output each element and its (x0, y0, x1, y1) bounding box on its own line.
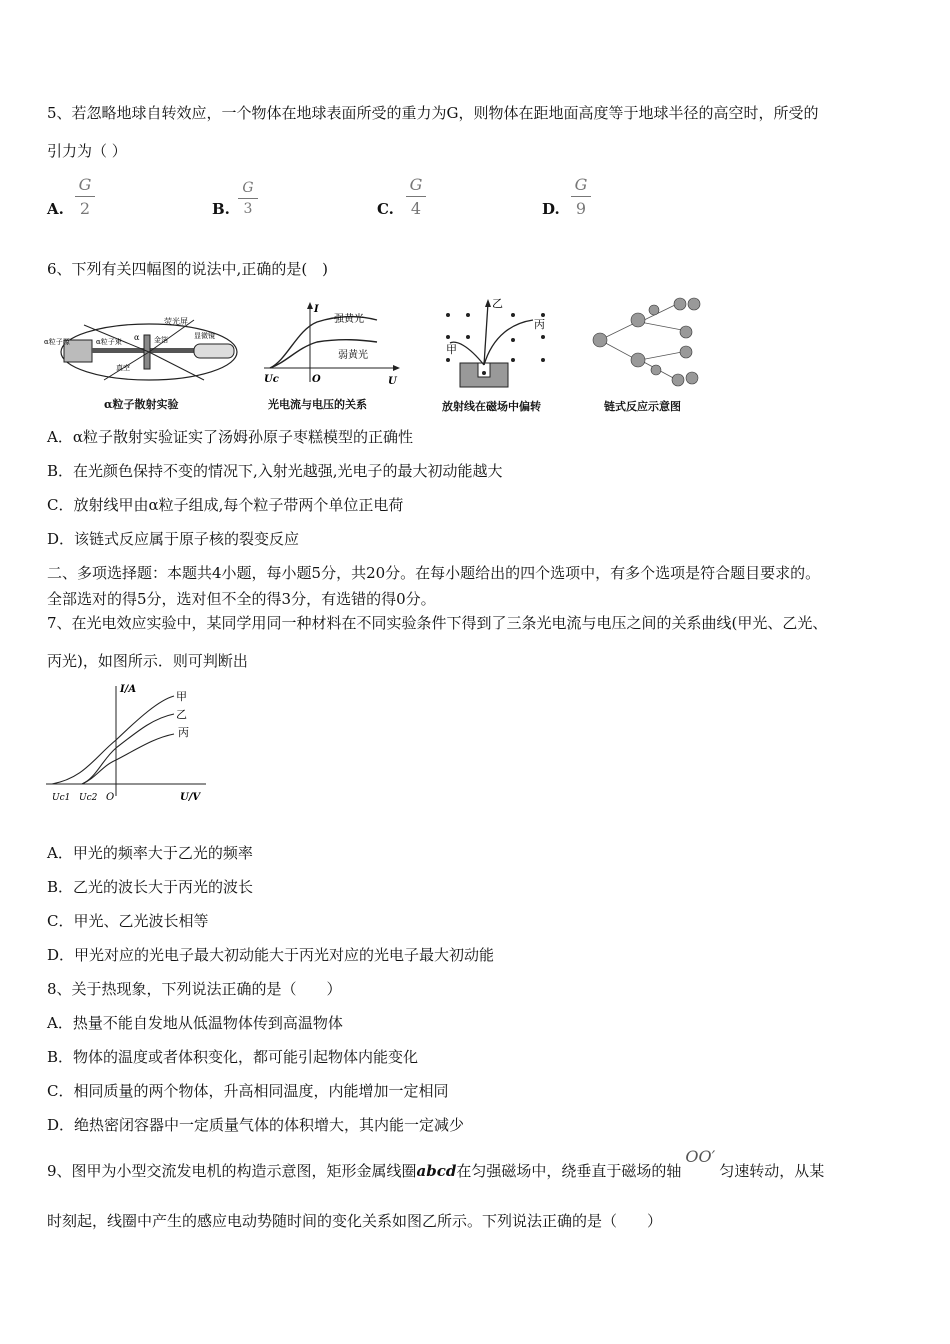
q7-curve-bing: 丙 (178, 726, 189, 739)
q5-option-a-label: A. (47, 200, 64, 218)
q8-stem: 8、关于热现象，下列说法正确的是（ ） (47, 980, 342, 998)
q7-option-d: D．甲光对应的光电子最大初动能大于丙光对应的光电子最大初动能 (47, 946, 495, 964)
q7-option-a: A．甲光的频率大于乙光的频率 (47, 844, 253, 862)
photo-axis-uc: Uc (264, 374, 279, 385)
photo-caption: 光电流与电压的关系 (268, 398, 367, 411)
photo-label-strong: 强黄光 (334, 314, 364, 325)
alpha-label-foil: 金箔 (154, 336, 168, 344)
section2-line2: 全部选对的得5分，选对但不全的得3分，有选错的得0分。 (47, 590, 436, 608)
q5-option-b-label: B. (212, 200, 230, 218)
photo-current-figure (262, 300, 407, 392)
q6-stem: 6、下列有关四幅图的说法中,正确的是( ) (47, 260, 329, 278)
q9-coil: abcd (416, 1162, 457, 1180)
q8-option-b: B．物体的温度或者体积变化，都可能引起物体内能变化 (47, 1048, 419, 1066)
alpha-label-vacuum: 真空 (116, 364, 130, 372)
q6-option-d: D．该链式反应属于原子核的裂变反应 (47, 530, 300, 548)
q8-option-a: A．热量不能自发地从低温物体传到高温物体 (47, 1014, 343, 1032)
q5-option-c-label: C. (377, 200, 394, 218)
q9-stem-line1 (47, 1147, 825, 1181)
q6-option-c: C．放射线甲由α粒子组成,每个粒子带两个单位正电荷 (47, 496, 404, 514)
q5-option-d-label: D. (542, 200, 560, 218)
photo-axis-u: U (388, 376, 397, 387)
alpha-label-screen: 荧光屏 (164, 317, 188, 326)
chain-reaction-figure (582, 292, 712, 392)
q6-option-a: A．α粒子散射实验证实了汤姆孙原子枣糕模型的正确性 (47, 428, 413, 446)
q7-uc2: Uc2 (79, 793, 98, 803)
q6-option-b: B．在光颜色保持不变的情况下,入射光越强,光电子的最大初动能越大 (47, 462, 503, 480)
q9-line1-part2: 在匀强磁场中，绕垂直于磁场的轴 (456, 1162, 682, 1180)
q5-option-c-fraction: G 4 (406, 175, 426, 218)
q9-stem-line2: 时刻起，线圈中产生的感应电动势随时间的变化关系如图乙所示。下列说法正确的是（ ） (47, 1212, 663, 1230)
q5-option-b-fraction: G 3 (238, 180, 258, 217)
q7-option-c: C．甲光、乙光波长相等 (47, 912, 209, 930)
q9-axis: OO′ (685, 1147, 716, 1166)
q9-line1-part1: 9、图甲为小型交流发电机的构造示意图，矩形金属线圈 (47, 1162, 417, 1180)
radiation-label-beta: 乙 (492, 297, 503, 310)
alpha-caption: α粒子散射实验 (104, 398, 179, 411)
alpha-label-beam: α粒子束 (96, 338, 122, 346)
q7-xlabel: U/V (180, 792, 201, 803)
alpha-label-microscope: 显微镜 (194, 332, 215, 340)
q7-stem-line2: 丙光)，如图所示．则可判断出 (47, 652, 248, 670)
radiation-label-gamma: 丙 (534, 318, 545, 331)
section2-line1: 二、多项选择题：本题共4小题，每小题5分，共20分。在每小题给出的四个选项中，有多个选项是符合题目要求的。 (47, 564, 821, 582)
radiation-label-alpha: 甲 (446, 343, 457, 356)
q7-stem-line1: 7、在光电效应实验中，某同学用同一种材料在不同实验条件下得到了三条光电流与电压之间的关系曲线(甲光、乙光、 (47, 614, 828, 632)
q9-line1-part3: 匀速转动，从某 (719, 1162, 825, 1180)
photo-axis-i: I (314, 304, 319, 315)
q5-stem-line1: 5、若忽略地球自转效应，一个物体在地球表面所受的重力为G，则物体在距地面高度等于地球半径的高空时，所受的 (47, 104, 819, 122)
q7-graph (44, 678, 214, 808)
q7-ylabel: I/A (120, 684, 137, 695)
q8-option-d: D．绝热密闭容器中一定质量气体的体积增大，其内能一定减少 (47, 1116, 465, 1134)
alpha-label-source: α粒子源 (44, 338, 70, 346)
photo-label-weak: 弱黄光 (338, 350, 368, 361)
q7-uc1: Uc1 (52, 793, 71, 803)
photo-axis-o: O (312, 374, 321, 385)
alpha-label-alpha: α (134, 333, 140, 342)
q7-origin: O (106, 792, 115, 803)
radiation-caption: 放射线在磁场中偏转 (442, 400, 541, 413)
q7-curve-jia: 甲 (176, 690, 187, 703)
q5-option-d-fraction: G 9 (571, 175, 591, 218)
q7-option-b: B．乙光的波长大于丙光的波长 (47, 878, 254, 896)
q5-option-a-fraction: G 2 (75, 175, 95, 218)
radiation-figure (438, 295, 563, 392)
alpha-scattering-figure (44, 310, 244, 390)
q7-curve-yi: 乙 (176, 708, 187, 721)
q8-option-c: C．相同质量的两个物体，升高相同温度，内能增加一定相同 (47, 1082, 449, 1100)
q5-stem-line2: 引力为（ ） (47, 142, 127, 160)
chain-caption: 链式反应示意图 (604, 400, 681, 413)
